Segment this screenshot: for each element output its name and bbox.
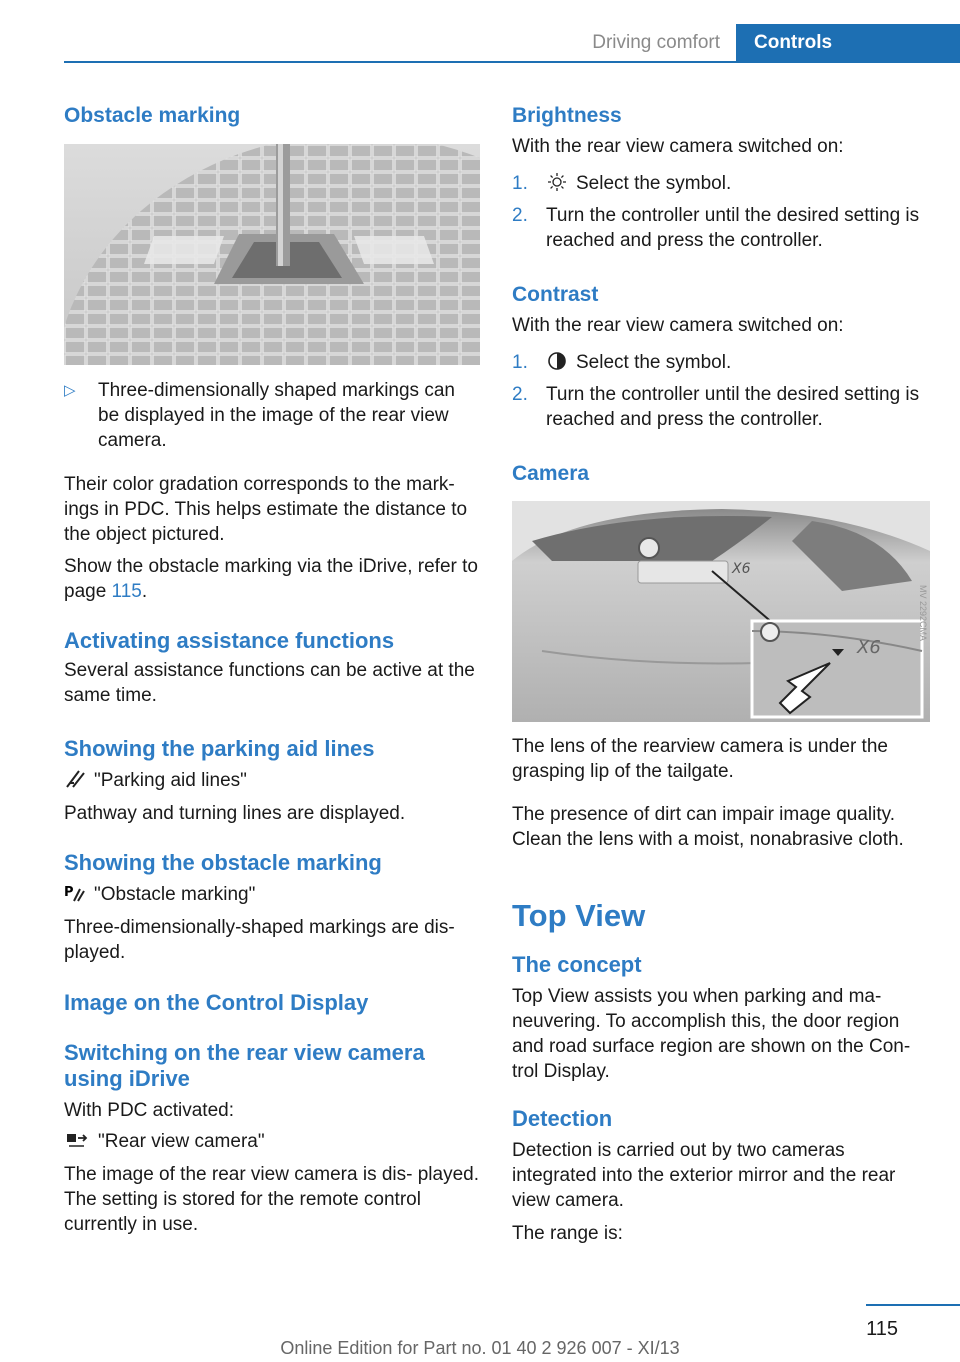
bullet-item <box>64 378 480 453</box>
camera-text: The image of the rear view camera is dis‐ played. The setting is stored for the remote control currently in use. <box>64 1164 480 1235</box>
show-obstacle-text <box>64 554 480 604</box>
contrast-intro: With the rear view camera switched on: <box>512 315 844 336</box>
image-code: MV 2292CMA <box>918 584 928 641</box>
gradation-text: Their color gradation corresponds to the mark‐ ings in PDC. This helps estimate the distance to the object pictured. <box>64 474 468 545</box>
contrast-step-1-text: Select the symbol. <box>576 352 732 373</box>
contrast-step-2 <box>512 382 932 432</box>
top-view-heading: Top View <box>512 898 646 933</box>
contrast-icon <box>546 351 568 371</box>
camera-heading: Camera <box>512 462 590 485</box>
brightness-section <box>512 104 932 253</box>
parking-section <box>64 736 480 826</box>
parking-lines-icon <box>64 769 86 789</box>
obstacle-marking-image <box>64 144 480 365</box>
rear-camera-icon <box>64 1130 90 1150</box>
detection-text: Detection is carried out by two cameras integrated into the exterior mirror and the rear view camera. <box>512 1140 896 1211</box>
show-obstacle-prefix: Show the obstacle marking via the iDrive, refer to page <box>64 556 478 602</box>
contrast-step-1 <box>512 350 932 375</box>
obstacle-menu-label: "Obstacle marking" <box>94 884 256 905</box>
page-number: 115 <box>866 1318 898 1340</box>
showing-obstacle-section <box>64 850 480 965</box>
concept-text: Top View assists you when parking and ma‐ neuvering. To accomplish this, the door region and road surface region are shown on the Con‐ trol Display. <box>512 986 911 1082</box>
with-pdc-text: With PDC activated: <box>64 1100 234 1121</box>
showing-obstacle-heading: Showing the obstacle marking <box>64 850 382 875</box>
step-number: 2. <box>512 384 528 405</box>
concept-heading: The concept <box>512 952 642 977</box>
obstacle-marking-icon <box>64 883 86 903</box>
car-rear-illustration <box>512 501 930 722</box>
image-control-display-section <box>64 990 480 1016</box>
activating-text: Several assistance functions can be active at the same time. <box>64 660 475 706</box>
contrast-heading: Contrast <box>512 283 599 306</box>
obstacle-text: Three-dimensionally-shaped markings are dis‐ played. <box>64 917 455 963</box>
obstacle-bullet <box>64 378 480 453</box>
activating-section <box>64 628 480 708</box>
brightness-icon <box>546 172 568 192</box>
camera-menu-line <box>64 1129 480 1154</box>
page-number-rule <box>866 1304 960 1306</box>
header-tab: Controls <box>736 24 960 62</box>
switching-heading: Switching on the rear view camera using iDrive <box>64 1040 425 1091</box>
brightness-step-2 <box>512 203 932 253</box>
header-rule <box>64 61 960 63</box>
show-obstacle-suffix: . <box>141 581 148 602</box>
camera-menu-label: "Rear view camera" <box>98 1131 265 1152</box>
triangle-bullet-icon: ▷ <box>64 382 76 399</box>
left-column <box>64 104 480 128</box>
show-obstacle-paragraph <box>64 554 480 604</box>
gradation-paragraph <box>64 472 480 547</box>
brightness-step-1-text: Select the symbol. <box>576 173 732 194</box>
obstacle-menu-line <box>64 882 480 907</box>
camera-lens-text: The lens of the rearview camera is under the grasping lip of the tailgate. <box>512 736 888 782</box>
brightness-intro: With the rear view camera switched on: <box>512 136 844 157</box>
camera-dirt-text: The presence of dirt can impair image quality. Clean the lens with a moist, nonabrasive cloth. <box>512 804 904 850</box>
camera-section <box>512 462 932 486</box>
step-number: 1. <box>512 173 528 194</box>
switching-section <box>64 1040 480 1237</box>
parking-menu-line <box>64 768 480 793</box>
parking-menu-label: "Parking aid lines" <box>94 770 247 791</box>
page-link[interactable]: 115 <box>111 581 142 602</box>
car-badge-text: X6 <box>732 561 751 577</box>
brightness-step-2-text: Turn the controller until the desired setting is reached and press the controller. <box>546 205 920 251</box>
image-control-display-heading: Image on the Control Display <box>64 990 369 1015</box>
edition-footer: Online Edition for Part no. 01 40 2 926 007 - XI/13 <box>280 1338 680 1358</box>
svg-text:P: P <box>64 885 74 900</box>
parking-text: Pathway and turning lines are displayed. <box>64 803 406 824</box>
range-text: The range is: <box>512 1223 623 1244</box>
brightness-step-1 <box>512 171 932 196</box>
brightness-heading: Brightness <box>512 104 622 127</box>
contrast-section <box>512 283 932 432</box>
camera-image <box>512 501 930 722</box>
car-badge-zoom-text: X6 <box>857 637 881 658</box>
detection-heading: Detection <box>512 1106 613 1131</box>
top-view-section <box>512 898 932 1246</box>
step-number: 2. <box>512 205 528 226</box>
step-number: 1. <box>512 352 528 373</box>
activating-heading: Activating assistance functions <box>64 628 395 653</box>
header-section: Driving comfort <box>592 32 720 53</box>
obstacle-marking-heading: Obstacle marking <box>64 104 241 127</box>
parking-heading: Showing the parking aid lines <box>64 736 375 761</box>
contrast-step-2-text: Turn the controller until the desired setting is reached and press the controller. <box>546 384 920 430</box>
bullet-text: Three-dimensionally shaped markings can be displayed in the image of the rear view camera. <box>98 380 455 451</box>
camera-paragraphs <box>512 734 932 852</box>
obstacle-illustration <box>64 144 480 365</box>
